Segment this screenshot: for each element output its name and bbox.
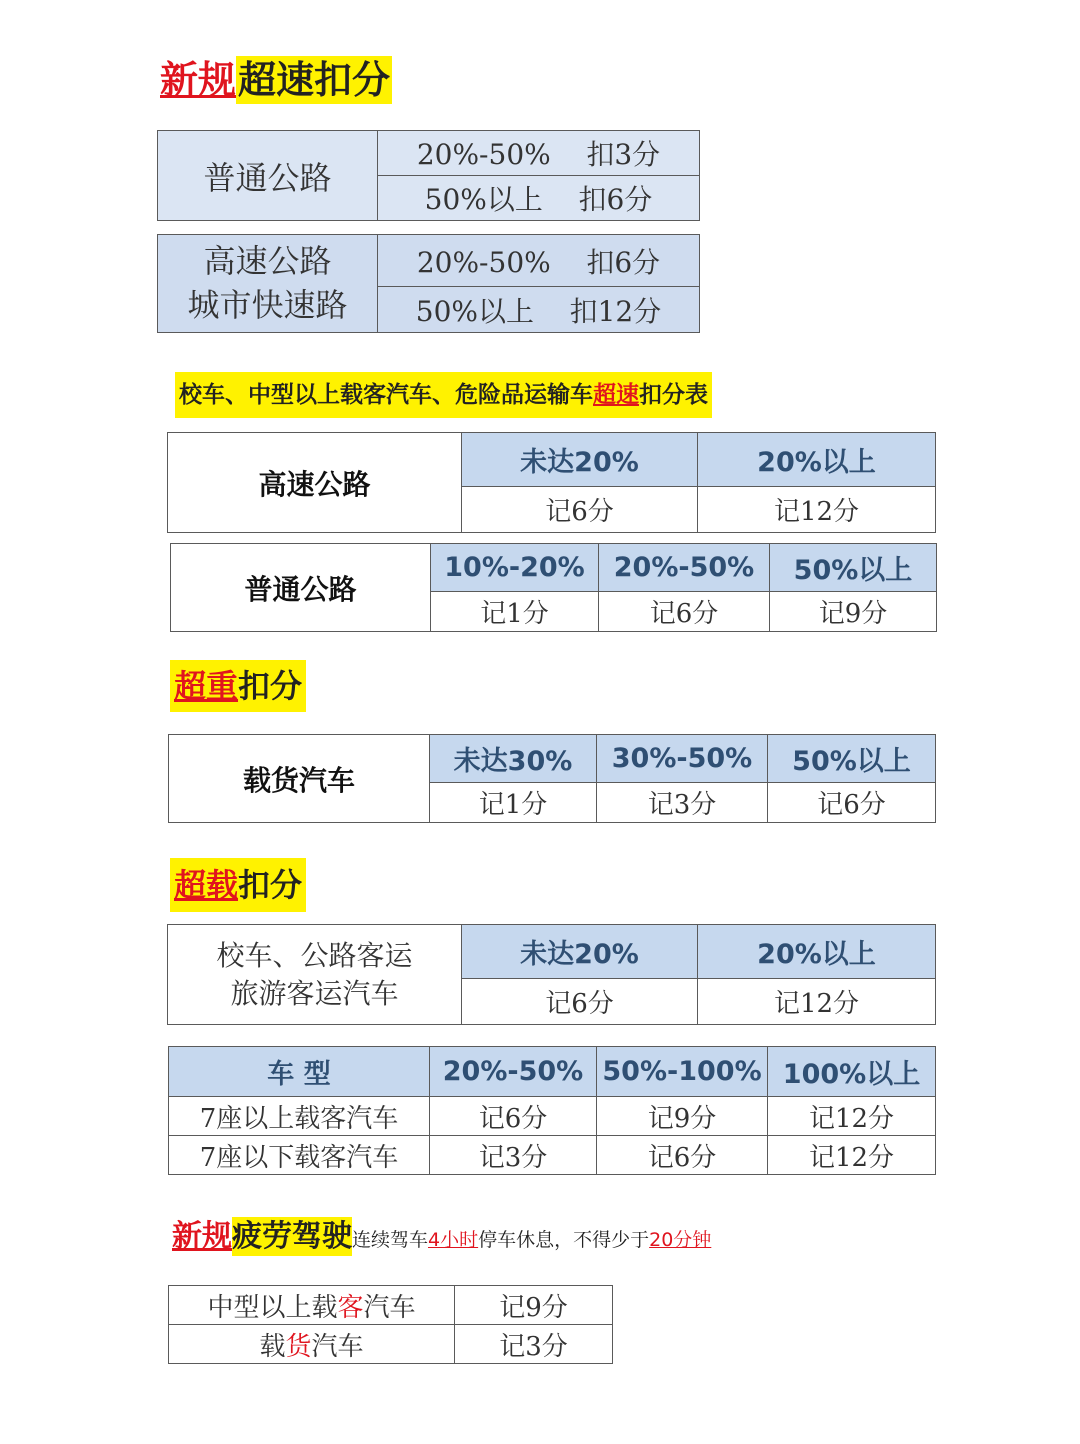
special-normal-header-2: 20%-50% (599, 544, 770, 592)
special-normal-header-1: 10%-20% (431, 544, 599, 592)
fatigue-row-1-points: 记9分 (455, 1286, 613, 1325)
special-normal-value-3: 记9分 (770, 592, 937, 632)
overload-passenger-table (168, 1046, 936, 1175)
overload-school-label-line-2: 旅游客运汽车 (230, 976, 399, 1010)
fatigue-title-red: 新规 (172, 1219, 232, 1254)
special-highway-value-1: 记6分 (462, 487, 698, 533)
normal-road-row-2: 50%以上 扣6分 (378, 176, 700, 221)
overweight-value-2: 记3分 (597, 783, 768, 823)
overweight-label: 载货汽车 (169, 735, 430, 823)
fatigue-note-mid: 停车休息，不得少于 (478, 1229, 650, 1251)
passenger-header-3: 100%以上 (768, 1047, 936, 1097)
speeding-normal-road-table (157, 130, 700, 221)
fatigue-row-1-type: 中型以上载客汽车 (169, 1286, 455, 1325)
normal-road-row-1: 20%-50% 扣3分 (378, 131, 700, 176)
table-row (169, 1097, 936, 1136)
special-highway-table (167, 432, 936, 533)
overweight-header-3: 50%以上 (768, 735, 936, 783)
special-normal-value-1: 记1分 (431, 592, 599, 632)
special-vehicles-title (175, 372, 712, 418)
fatigue-title-rest: 疲劳驾驶 (232, 1219, 352, 1254)
table-row (169, 1325, 613, 1364)
table-row (169, 1136, 936, 1175)
overload-school-label-line-1: 校车、公路客运 (216, 938, 413, 972)
overweight-title-red: 超重 (174, 667, 239, 705)
fatigue-row-2-points: 记3分 (455, 1325, 613, 1364)
speeding-highway-table (157, 234, 700, 333)
overweight-header-1: 未达30% (430, 735, 597, 783)
speeding-title (160, 52, 392, 108)
special-normal-road-table (170, 543, 937, 632)
overload-school-table (167, 924, 936, 1025)
overload-school-value-1: 记6分 (462, 979, 698, 1025)
passenger-header-2: 50%-100% (597, 1047, 768, 1097)
fatigue-table (168, 1285, 613, 1364)
special-highway-header-1: 未达20% (462, 433, 698, 487)
passenger-row-2-value-1: 记3分 (430, 1136, 597, 1175)
passenger-row-2-type: 7座以下载客汽车 (169, 1136, 430, 1175)
overload-school-value-2: 记12分 (698, 979, 936, 1025)
special-normal-value-2: 记6分 (599, 592, 770, 632)
special-title-post: 扣分表 (639, 382, 708, 408)
passenger-row-1-type: 7座以上载客汽车 (169, 1097, 430, 1136)
overload-title-rest: 扣分 (238, 866, 303, 904)
passenger-row-2-value-3: 记12分 (768, 1136, 936, 1175)
passenger-header-1: 20%-50% (430, 1047, 597, 1097)
fatigue-title (172, 1210, 711, 1267)
special-highway-header-2: 20%以上 (698, 433, 936, 487)
overload-title (170, 858, 306, 912)
special-highway-label: 高速公路 (168, 433, 462, 533)
passenger-header-type: 车 型 (169, 1047, 430, 1097)
highway-label-line-2: 城市快速路 (187, 285, 348, 324)
overweight-value-1: 记1分 (430, 783, 597, 823)
highway-label-line-1: 高速公路 (203, 242, 332, 281)
overload-school-label (168, 925, 462, 1025)
table-row (169, 1286, 613, 1325)
overweight-header-2: 30%-50% (597, 735, 768, 783)
overweight-title (170, 660, 306, 712)
fatigue-row-2-type: 载货汽车 (169, 1325, 455, 1364)
special-title-red: 超速 (593, 382, 639, 408)
passenger-row-1-value-3: 记12分 (768, 1097, 936, 1136)
speeding-title-new: 新规 (160, 58, 237, 102)
fatigue-note-hours: 4小时 (428, 1229, 479, 1251)
overload-school-header-1: 未达20% (462, 925, 698, 979)
special-normal-road-label: 普通公路 (171, 544, 431, 632)
special-normal-header-3: 50%以上 (770, 544, 937, 592)
highway-row-1: 20%-50% 扣6分 (378, 235, 700, 287)
fatigue-note-pre: 连续驾车 (352, 1229, 429, 1251)
overweight-value-3: 记6分 (768, 783, 936, 823)
fatigue-note-minutes: 20分钟 (649, 1229, 712, 1251)
special-highway-value-2: 记12分 (698, 487, 936, 533)
overload-school-header-2: 20%以上 (698, 925, 936, 979)
special-title-pre: 校车、中型以上载客汽车、危险品运输车 (179, 382, 593, 408)
overload-title-red: 超载 (174, 866, 239, 904)
passenger-row-1-value-2: 记9分 (597, 1097, 768, 1136)
passenger-row-2-value-2: 记6分 (597, 1136, 768, 1175)
highway-row-2: 50%以上 扣12分 (378, 287, 700, 333)
overweight-table (168, 734, 936, 823)
overweight-title-rest: 扣分 (238, 667, 303, 705)
fatigue-note (352, 1229, 711, 1251)
passenger-row-1-value-1: 记6分 (430, 1097, 597, 1136)
highway-label (158, 235, 378, 333)
speeding-title-highlight: 超速扣分 (238, 58, 391, 102)
normal-road-label: 普通公路 (158, 131, 378, 221)
